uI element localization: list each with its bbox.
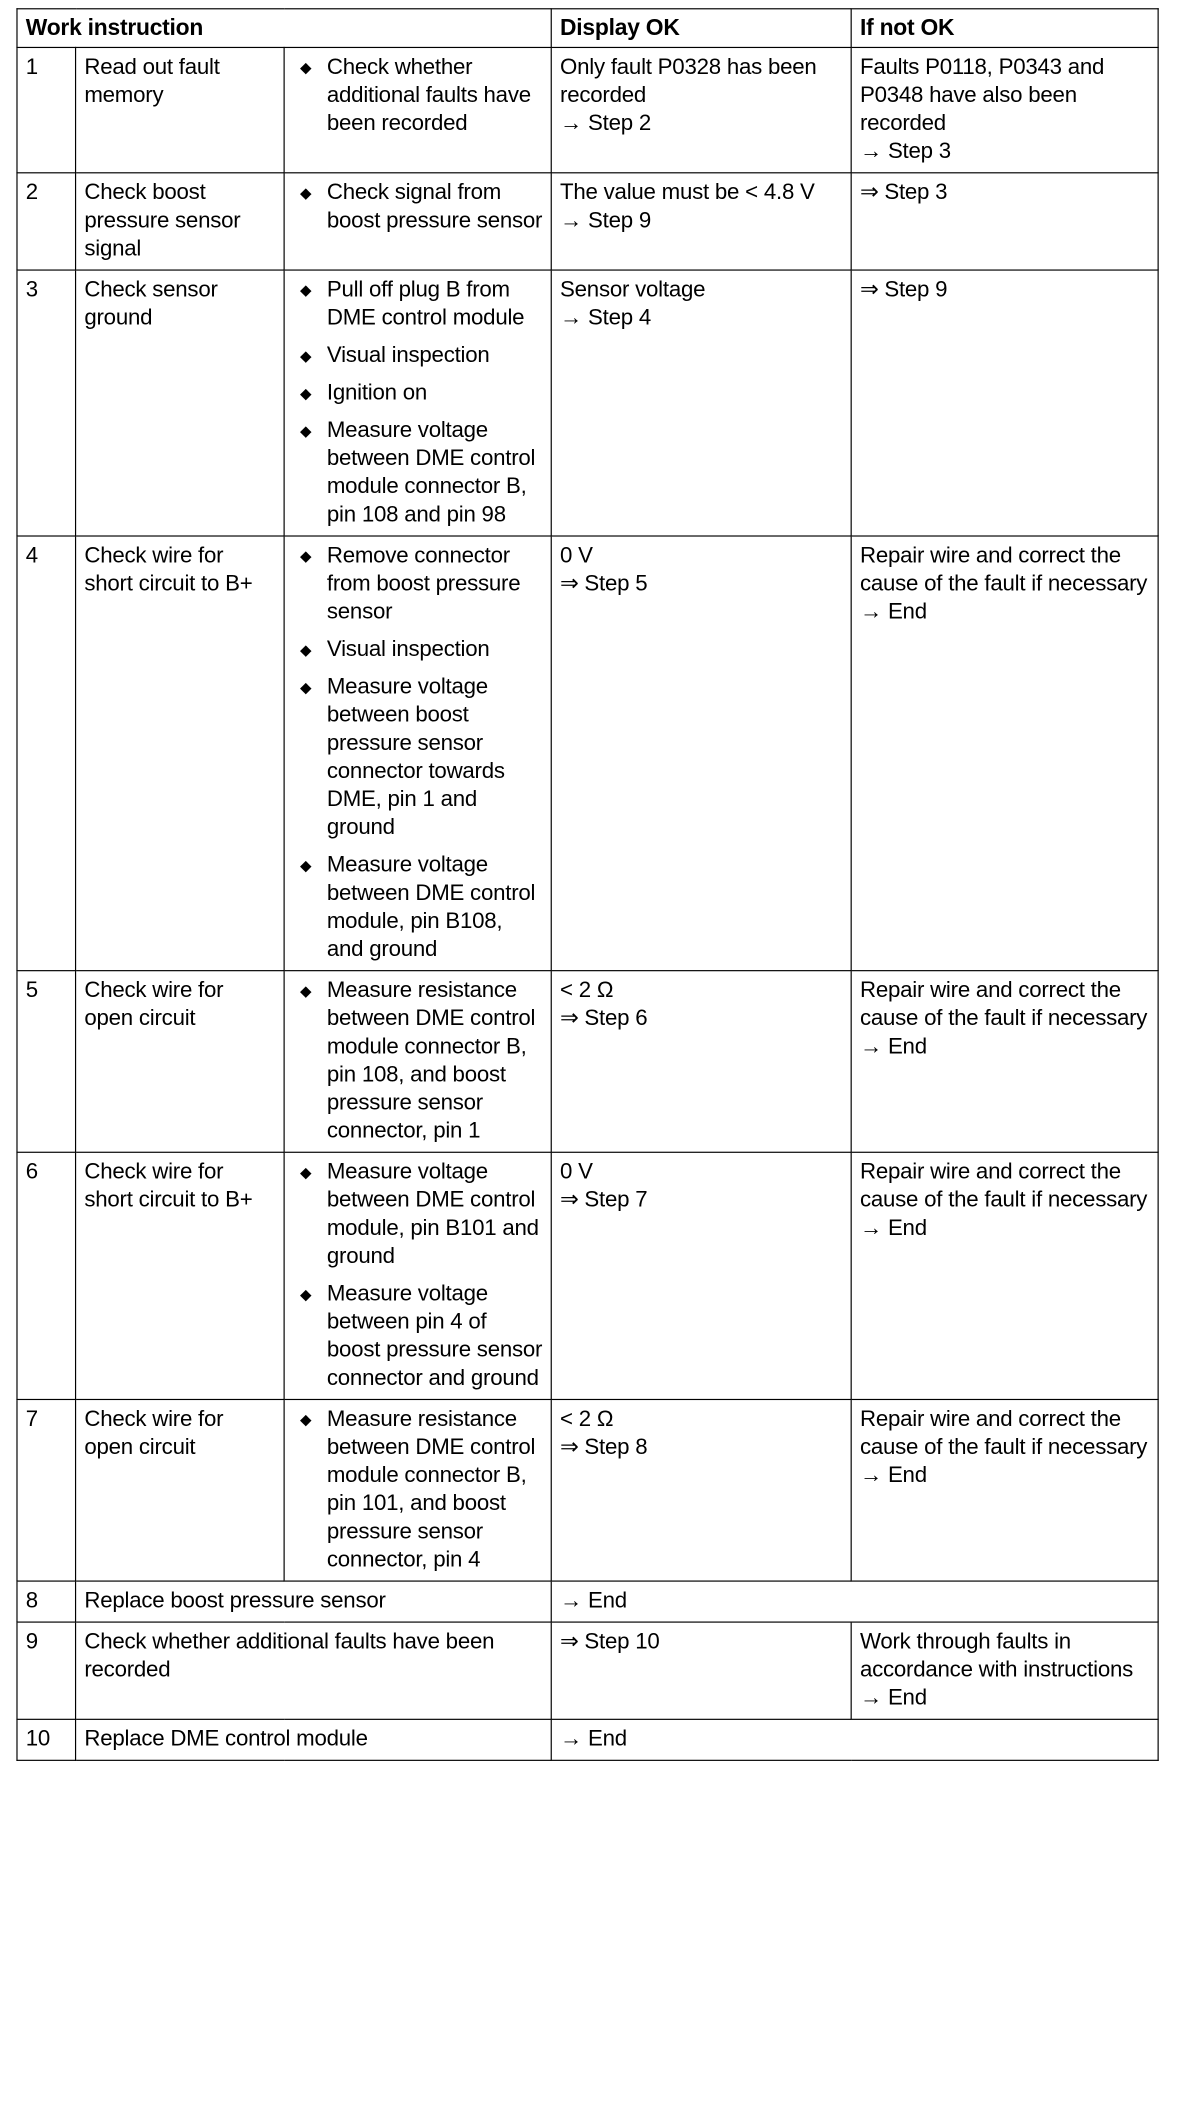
detail-item — [293, 417, 543, 529]
display-ok-cell — [551, 173, 851, 270]
step-instruction: Check wire for open circuit — [76, 1399, 285, 1581]
step-details — [284, 971, 551, 1153]
cell-line: → End — [560, 1588, 627, 1614]
work-instruction-table — [16, 8, 1158, 1761]
details-list — [293, 54, 543, 138]
cell-line: ⇒ Step 6 — [560, 1006, 648, 1032]
step-details — [284, 173, 551, 270]
detail-text: Measure voltage between DME control module connector B, pin 108 and pin 98 — [326, 418, 536, 528]
diamond-bullet-icon: ◆ — [300, 856, 312, 875]
table-row — [17, 971, 1158, 1153]
step-number: 8 — [17, 1581, 76, 1622]
cell-line: 0 V — [560, 1159, 593, 1185]
detail-item — [293, 542, 543, 626]
header-work-instruction: Work instruction — [17, 9, 551, 48]
step-number: 6 — [17, 1152, 76, 1399]
diamond-bullet-icon: ◆ — [300, 421, 312, 440]
diamond-bullet-icon: ◆ — [300, 183, 312, 202]
detail-text: Check whether additional faults have been recorded — [326, 55, 531, 136]
detail-item — [293, 276, 543, 332]
step-details — [284, 270, 551, 536]
step-number: 2 — [17, 173, 76, 270]
detail-text: Measure voltage between DME control module, pin B108, and ground — [326, 852, 536, 962]
step-instruction: Replace DME control module — [76, 1719, 552, 1760]
step-number: 9 — [17, 1622, 76, 1719]
cell-line: → End — [560, 1726, 627, 1752]
detail-text: Measure voltage between boost pressure sensor connector towards DME, pin 1 and ground — [326, 674, 505, 841]
details-list — [293, 1159, 543, 1393]
step-number: 4 — [17, 536, 76, 971]
detail-item — [293, 342, 543, 370]
cell-line: → Step 9 — [560, 208, 651, 234]
cell-line: ⇒ Step 7 — [560, 1188, 648, 1213]
detail-item — [293, 1406, 543, 1575]
cell-line: ⇒ Step 9 — [859, 277, 948, 303]
cell-line: → Step 3 — [859, 139, 951, 165]
step-instruction: Check boost pressure sensor signal — [76, 173, 285, 270]
detail-item — [293, 380, 543, 408]
detail-text: Measure resistance between DME control module connector B, pin 101, and boost pressure sensor connector, pin 4 — [326, 1407, 536, 1573]
if-not-ok-cell — [851, 1399, 1158, 1581]
diamond-bullet-icon: ◆ — [300, 547, 312, 565]
detail-text: Measure resistance between DME control module connector B, pin 108, and boost pressure sensor connector, pin 1 — [326, 978, 536, 1144]
if-not-ok-cell — [851, 536, 1158, 971]
cell-line: → End — [859, 1216, 927, 1241]
step-instruction: Replace boost pressure sensor — [76, 1581, 552, 1622]
table-row — [17, 1152, 1158, 1399]
detail-text: Visual inspection — [326, 637, 490, 662]
display-ok-cell — [551, 270, 851, 536]
cell-line: The value must be < 4.8 V — [560, 180, 815, 206]
display-ok-cell — [551, 1719, 1158, 1760]
cell-line: Repair wire and correct the cause of the fault if necessary — [859, 1407, 1148, 1460]
detail-text: Visual inspection — [326, 343, 490, 368]
display-ok-cell — [551, 1622, 851, 1719]
step-details — [284, 47, 551, 172]
header-row — [17, 9, 1158, 48]
table-row — [17, 173, 1158, 270]
diamond-bullet-icon: ◆ — [300, 281, 312, 299]
table-row — [17, 1719, 1158, 1760]
detail-item — [293, 977, 543, 1146]
detail-text: Check signal from boost pressure sensor — [326, 180, 543, 234]
diamond-bullet-icon: ◆ — [300, 346, 312, 365]
step-details — [284, 1152, 551, 1399]
step-number: 5 — [17, 971, 76, 1153]
display-ok-cell — [551, 536, 851, 971]
step-number: 7 — [17, 1399, 76, 1581]
step-details — [284, 1399, 551, 1581]
table-body — [17, 47, 1158, 1760]
if-not-ok-cell — [851, 971, 1158, 1153]
cell-line: → End — [859, 1034, 927, 1060]
step-instruction: Check wire for short circuit to B+ — [76, 536, 285, 971]
display-ok-cell — [551, 47, 851, 172]
detail-item — [293, 636, 543, 664]
step-number: 1 — [17, 47, 76, 172]
cell-line: → End — [859, 599, 927, 625]
step-instruction: Check wire for open circuit — [76, 971, 285, 1153]
details-list — [293, 542, 543, 964]
if-not-ok-cell — [851, 47, 1158, 172]
detail-item — [293, 852, 543, 964]
if-not-ok-cell — [851, 173, 1158, 270]
cell-line: → Step 4 — [560, 305, 651, 331]
cell-line: Repair wire and correct the cause of the fault if necessary — [859, 978, 1148, 1032]
header-if-not-ok: If not OK — [851, 9, 1158, 48]
cell-line: → Step 2 — [560, 111, 651, 136]
detail-item — [293, 1159, 543, 1271]
table-row — [17, 536, 1158, 971]
step-instruction: Check whether additional faults have been recorded — [76, 1622, 552, 1719]
cell-line: 0 V — [560, 543, 593, 569]
diamond-bullet-icon: ◆ — [300, 640, 312, 659]
details-list — [293, 1406, 543, 1575]
if-not-ok-cell — [851, 1152, 1158, 1399]
detail-item — [293, 179, 543, 235]
cell-line: ⇒ Step 3 — [859, 180, 948, 206]
cell-line: → End — [859, 1685, 927, 1711]
detail-text: Measure voltage between pin 4 of boost pressure sensor connector and ground — [326, 1281, 543, 1391]
display-ok-cell — [551, 1399, 851, 1581]
if-not-ok-cell — [851, 1622, 1158, 1719]
cell-line: Work through faults in accordance with instructions — [859, 1629, 1134, 1683]
details-list — [293, 977, 543, 1146]
diamond-bullet-icon: ◆ — [300, 1410, 312, 1429]
detail-text: Measure voltage between DME control module, pin B101 and ground — [326, 1159, 539, 1269]
diamond-bullet-icon: ◆ — [300, 1285, 312, 1303]
cell-line: ⇒ Step 5 — [560, 571, 648, 597]
diamond-bullet-icon: ◆ — [300, 384, 312, 402]
diamond-bullet-icon: ◆ — [300, 981, 312, 1000]
table-row — [17, 1622, 1158, 1719]
table-row — [17, 1399, 1158, 1581]
display-ok-cell — [551, 971, 851, 1153]
cell-line: ⇒ Step 8 — [560, 1435, 648, 1460]
step-number: 10 — [17, 1719, 76, 1760]
diamond-bullet-icon: ◆ — [300, 678, 312, 696]
display-ok-cell — [551, 1152, 851, 1399]
cell-line: ⇒ Step 10 — [560, 1629, 660, 1655]
step-instruction: Check sensor ground — [76, 270, 285, 536]
cell-line: Repair wire and correct the cause of the fault if necessary — [859, 1159, 1148, 1213]
cell-line: → End — [859, 1463, 927, 1488]
details-list — [293, 179, 543, 235]
cell-line: < 2 Ω — [560, 1407, 614, 1432]
table-row — [17, 1581, 1158, 1622]
cell-line: Faults P0118, P0343 and P0348 have also been recorded — [859, 55, 1105, 136]
step-number: 3 — [17, 270, 76, 536]
cell-line: Sensor voltage — [560, 277, 706, 303]
detail-item — [293, 54, 543, 138]
cell-line: Repair wire and correct the cause of the fault if necessary — [859, 543, 1148, 597]
cell-line: < 2 Ω — [560, 978, 614, 1003]
detail-text: Pull off plug B from DME control module — [326, 277, 525, 331]
details-list — [293, 276, 543, 529]
detail-text: Remove connector from boost pressure sensor — [326, 543, 521, 625]
if-not-ok-cell — [851, 270, 1158, 536]
table-row — [17, 47, 1158, 172]
step-details — [284, 536, 551, 971]
table-row — [17, 270, 1158, 536]
display-ok-cell — [551, 1581, 1158, 1622]
detail-text: Ignition on — [326, 380, 428, 406]
header-display-ok: Display OK — [551, 9, 851, 48]
diamond-bullet-icon: ◆ — [300, 1163, 312, 1181]
diamond-bullet-icon: ◆ — [300, 58, 312, 77]
step-instruction: Check wire for short circuit to B+ — [76, 1152, 285, 1399]
detail-item — [293, 1281, 543, 1393]
step-instruction: Read out fault memory — [76, 47, 285, 172]
cell-line: Only fault P0328 has been recorded — [560, 55, 817, 108]
detail-item — [293, 674, 543, 843]
